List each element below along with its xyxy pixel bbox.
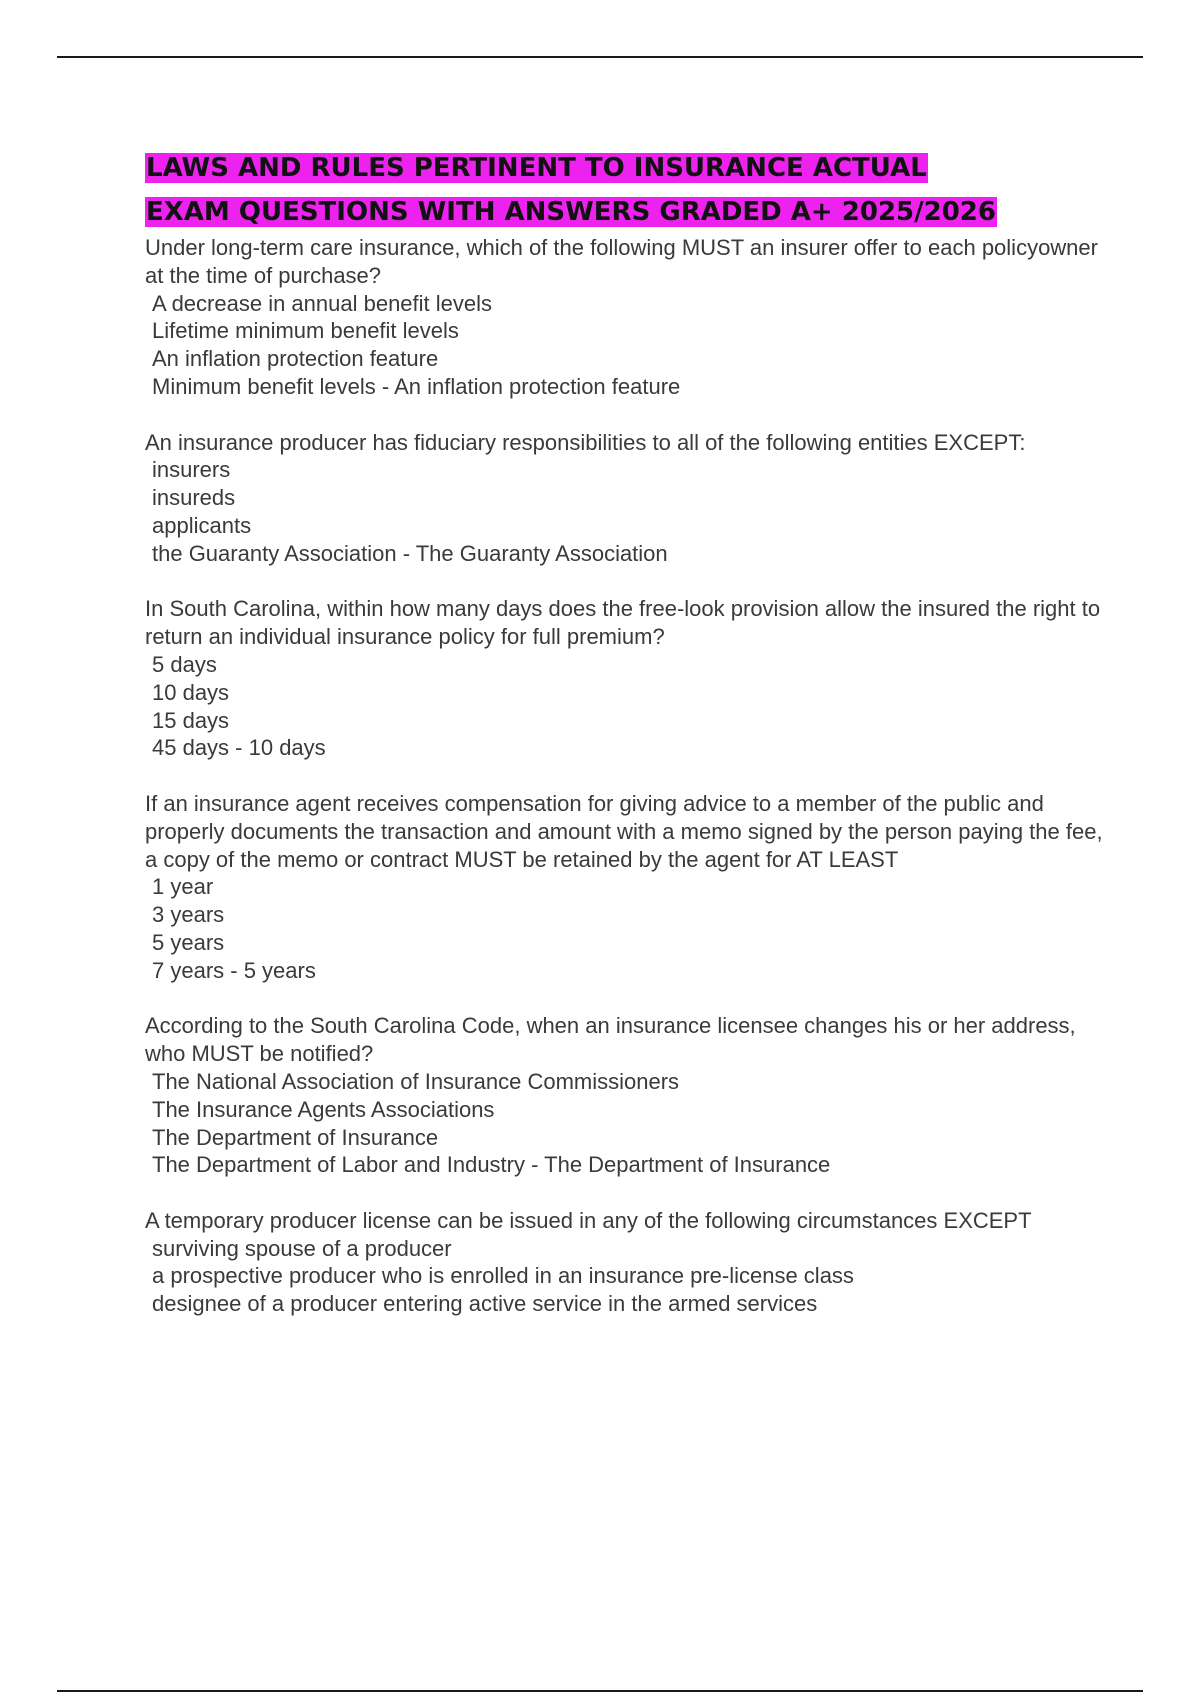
question-block-1	[145, 234, 1105, 401]
question-text: Under long-term care insurance, which of the following MUST an insurer offer to each policyowner at the time of purchase?	[145, 235, 1098, 288]
answer-option: the Guaranty Association - The Guaranty Association	[152, 540, 668, 566]
question-text: If an insurance agent receives compensation for giving advice to a member of the public and properly documents the transaction and amount with a memo signed by the person paying the fee, a copy of the memo or contract MUST be retained by the agent for AT LEAST	[145, 790, 1103, 872]
answer-option: 5 days	[152, 651, 217, 677]
answer-option: applicants	[152, 512, 252, 538]
answer-option: 15 days	[152, 707, 230, 733]
answer-option: A decrease in annual benefit levels	[152, 290, 493, 316]
answer-option: insurers	[152, 457, 231, 483]
answer-option: insureds	[152, 485, 236, 511]
answer-option: Lifetime minimum benefit levels	[152, 318, 459, 344]
answer-option: The Department of Labor and Industry - The Department of Insurance	[152, 1152, 831, 1178]
answer-option: 7 years - 5 years	[152, 957, 316, 983]
answer-option: Minimum benefit levels - An inflation protection feature	[152, 373, 681, 399]
answer-option: 10 days	[152, 679, 230, 705]
answer-option: 45 days - 10 days	[152, 735, 326, 761]
answer-option: An inflation protection feature	[152, 346, 439, 372]
bottom-rule	[57, 1690, 1143, 1692]
question-text: In South Carolina, within how many days does the free-look provision allow the insured the right to return an individual insurance policy for full premium?	[145, 596, 1101, 650]
answer-option: 3 years	[152, 902, 225, 928]
question-block-4	[145, 790, 1105, 985]
document-content	[145, 146, 1105, 1346]
question-text: According to the South Carolina Code, when an insurance licensee changes his or her address, who MUST be notified?	[145, 1013, 1076, 1067]
answer-option: surviving spouse of a producer	[152, 1235, 452, 1261]
page-title	[145, 146, 1105, 234]
question-text: An insurance producer has fiduciary responsibilities to all of the following entities EXCEPT:	[145, 429, 1026, 455]
title-line-2: EXAM QUESTIONS WITH ANSWERS GRADED A+ 2025/2026	[146, 197, 996, 227]
top-rule	[57, 56, 1143, 58]
question-block-5	[145, 1012, 1105, 1179]
answer-option: The National Association of Insurance Commissioners	[152, 1068, 680, 1094]
question-text: A temporary producer license can be issued in any of the following circumstances EXCEPT	[145, 1207, 1032, 1233]
question-block-6	[145, 1207, 1105, 1318]
answer-option: 1 year	[152, 874, 214, 900]
question-block-2	[145, 429, 1105, 568]
answer-option: a prospective producer who is enrolled in an insurance pre-license class	[152, 1263, 854, 1289]
answer-option: The Insurance Agents Associations	[152, 1096, 495, 1122]
answer-option: designee of a producer entering active service in the armed services	[152, 1291, 818, 1317]
question-block-3	[145, 595, 1105, 762]
answer-option: 5 years	[152, 929, 225, 955]
answer-option: The Department of Insurance	[152, 1124, 439, 1150]
title-line-1: LAWS AND RULES PERTINENT TO INSURANCE ACTUAL	[146, 153, 927, 183]
